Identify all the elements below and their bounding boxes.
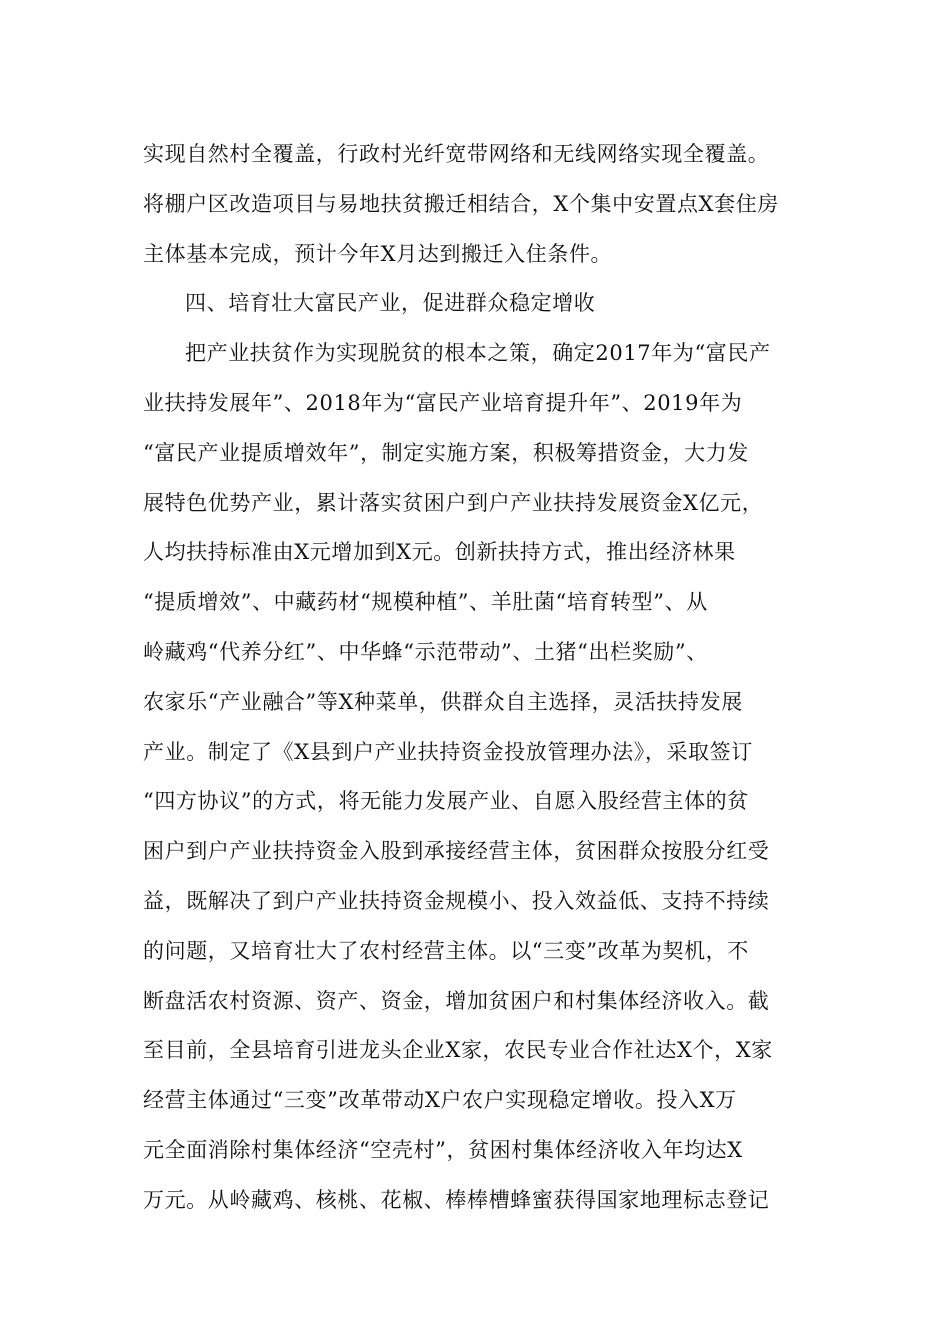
paragraph-line: 困户到户产业扶持资金入股到承接经营主体，贫困群众按股分红受 xyxy=(143,839,770,864)
section-heading: 四、培育壮大富民产业，促进群众稳定增收 xyxy=(185,291,596,316)
paragraph-line: 岭藏鸡“代养分红”、中华蜂“示范带动”、土猪“出栏奖励”、 xyxy=(143,639,708,664)
paragraph-line: 断盘活农村资源、资产、资金，增加贫困户和村集体经济收入。截 xyxy=(143,988,770,1013)
paragraph-line: 实现自然村全覆盖，行政村光纤宽带网络和无线网络实现全覆盖。 xyxy=(143,142,770,166)
paragraph-line: 至目前，全县培育引进龙头企业X家，农民专业合作社达X个，X家 xyxy=(143,1038,773,1063)
paragraph-line: 产业。制定了《X县到户产业扶持资金投放管理办法》，采取签订 xyxy=(143,739,753,764)
paragraph-line: 业扶持发展年”、2018年为“富民产业培育提升年”、2019年为 xyxy=(143,390,743,415)
paragraph-line: 将棚户区改造项目与易地扶贫搬迁相结合，X个集中安置点X套住房 xyxy=(143,191,779,216)
paragraph-line: “提质增效”、中藏药材“规模种植”、羊肚菌“培育转型”、从 xyxy=(143,590,708,615)
paragraph-line: 益，既解决了到户产业扶持资金规模小、投入效益低、支持不持续 xyxy=(143,888,770,913)
paragraph-line: “富民产业提质增效年”，制定实施方案，积极筹措资金，大力发 xyxy=(143,440,749,465)
paragraph-line: 人均扶持标准由X元增加到X元。创新扶持方式，推出经济林果 xyxy=(143,540,736,565)
paragraph-line: 的问题，又培育壮大了农村经营主体。以“三变”改革为契机，不 xyxy=(143,938,749,963)
body-text xyxy=(143,130,808,1226)
paragraph-line: 经营主体通过“三变”改革带动X户农户实现稳定增收。投入X万 xyxy=(143,1088,737,1113)
paragraph-line: 农家乐“产业融合”等X种菜单，供群众自主选择，灵活扶持发展 xyxy=(143,689,743,714)
paragraph-line: 展特色优势产业，累计落实贫困户到户产业扶持发展资金X亿元， xyxy=(143,490,764,515)
paragraph-line: 元全面消除村集体经济“空壳村”，贫困村集体经济收入年均达X xyxy=(143,1137,743,1162)
paragraph-line: “四方协议”的方式，将无能力发展产业、自愿入股经营主体的贫 xyxy=(143,789,749,814)
paragraph-line: 万元。从岭藏鸡、核桃、花椒、棒棒槽蜂蜜获得国家地理标志登记 xyxy=(143,1187,770,1212)
paragraph-line: 主体基本完成，预计今年X月达到搬迁入住条件。 xyxy=(143,241,613,266)
paragraph-line: 把产业扶贫作为实现脱贫的根本之策，确定2017年为“富民产 xyxy=(185,341,771,366)
